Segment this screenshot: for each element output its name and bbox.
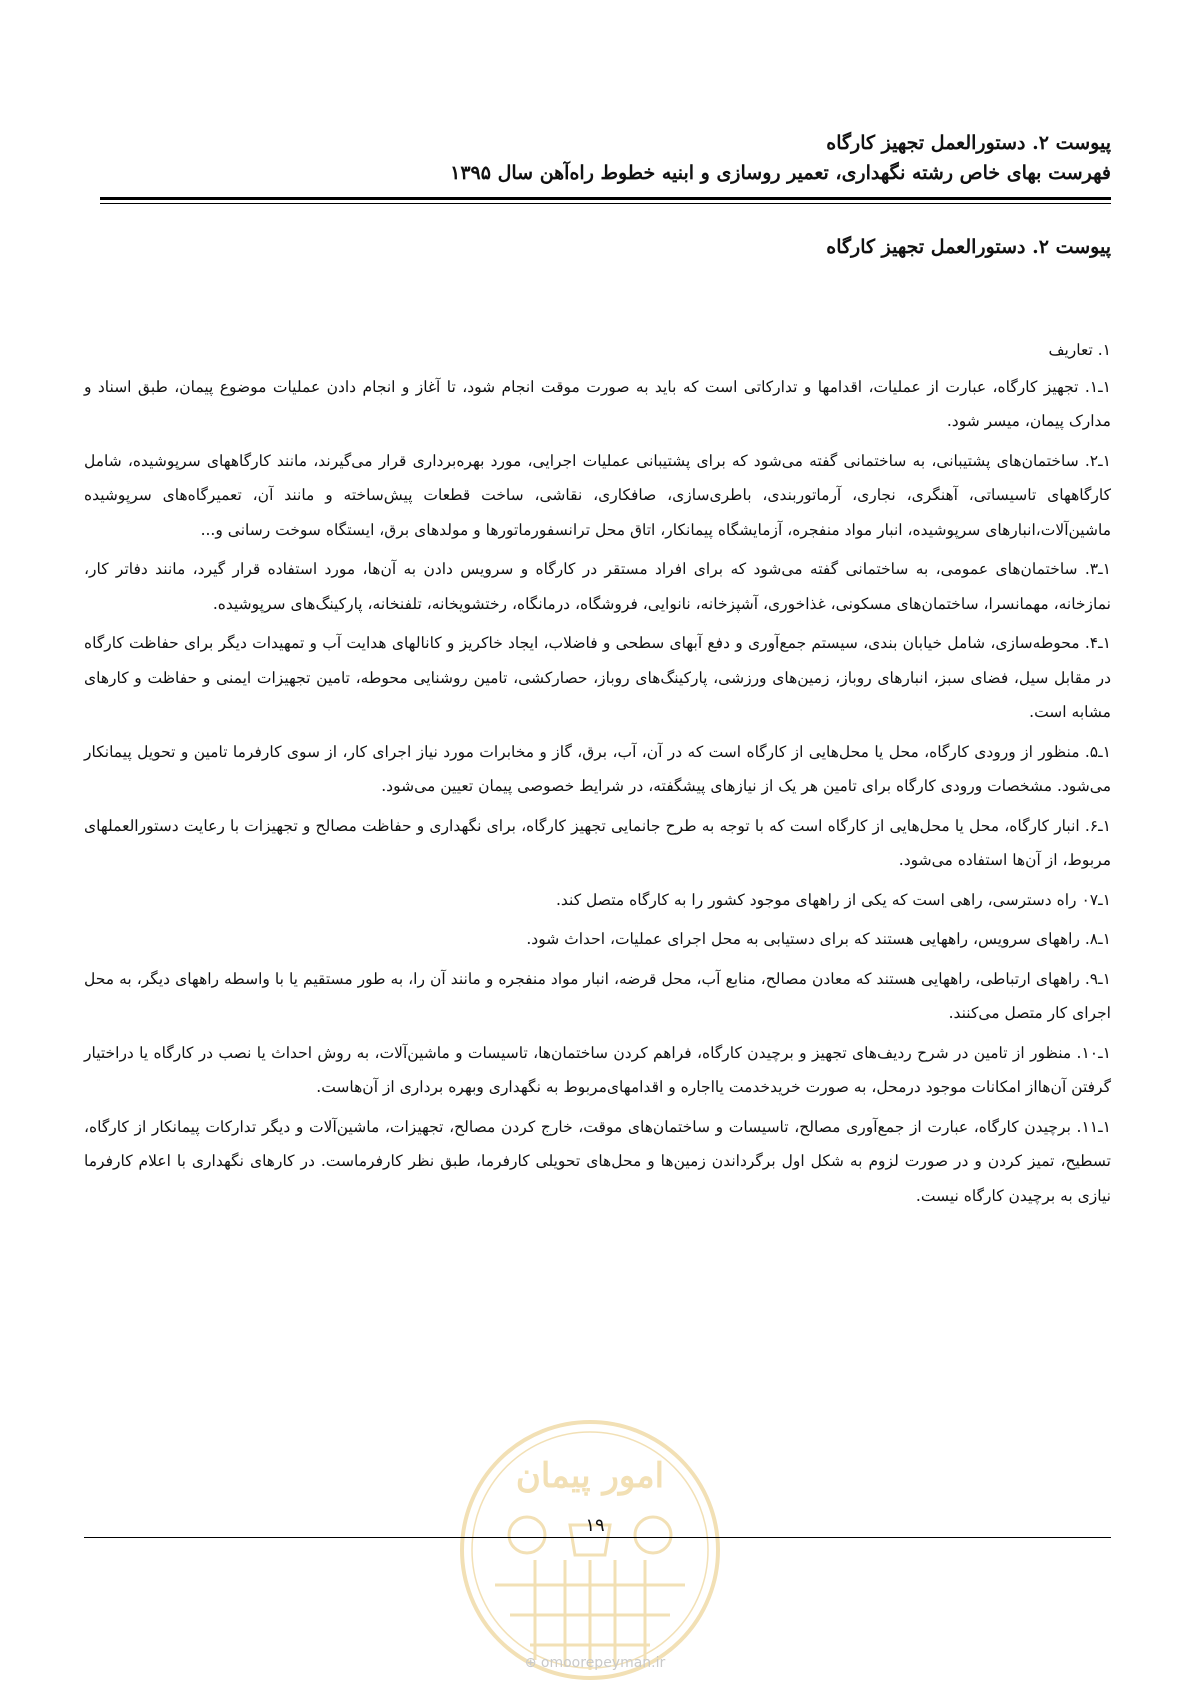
paragraph-1-2: ۱ـ۲. ساختمان‌های پشتیبانی، به ساختمانی گفته می‌شود که برای پشتیبانی عملیات اجرایی، مورد بهره‌برداری قرار می‌گیرند، مانند کارگاههای سرپوشیده، شامل کارگاههای تاسیساتی، آهنگری، نجاری، آرماتوربندی، باطری‌سازی، صافکاری، نقاشی، ساخت قطعات پیش‌ساخته و مانند آن، تعمیرگاه‌های سرپوشیده ماشین‌آلات،انبارهای سرپوشیده، انبار مواد منفجره، آزمایشگاه پیمانکار، اتاق محل ترانسفورماتورها و مولدهای برق، ایستگاه سوخت رسانی و...	[84, 451, 1111, 539]
paragraph-1-9: ۱ـ۹. راههای ارتباطی، راههایی هستند که معادن مصالح، منابع آب، محل قرضه، انبار مواد منفجره و مانند آن را، به طور مستقیم یا با واسطه راههای دیگر، به محل اجرای کار متصل می‌کنند.	[84, 969, 1111, 1022]
watermark-site-text: omoorepeyman.ir	[540, 1655, 666, 1671]
header-subtitle: فهرست بهای خاص رشته نگهداری، تعمیر روسازی و ابنیه خطوط راه‌آهن سال ۱۳۹۵	[450, 162, 1111, 184]
heading-definitions: ۱. تعاریف	[1048, 341, 1111, 359]
body-text	[84, 333, 1111, 1218]
header-title: پیوست ۲. دستورالعمل تجهیز کارگاه	[826, 132, 1111, 154]
paragraph-1-4: ۱ـ۴. محوطه‌سازی، شامل خیابان بندی، سیستم جمع‌آوری و دفع آبهای سطحی و فاضلاب، ایجاد خاکریز و کانالهای هدایت آب و تمهیدات دیگر برای حفاظت کارگاه در مقابل سیل، فضای سبز، انبارهای روباز، زمین‌های ورزشی، پارکینگ‌های روباز، حصارکشی، تامین روشنایی محوطه، تامین تجهیزات ایمنی و حفاظت و کارهای مشابه است.	[84, 634, 1111, 721]
paragraph-1-1: ۱ـ۱. تجهیز کارگاه، عبارت از عملیات، اقدامها و تدارکاتی است که باید به صورت موقت انجام شود، تا آغاز و انجام دادن عملیات موضوع پیمان، طبق اسناد و مدارک پیمان، میسر شود.	[84, 377, 1111, 430]
page-header	[100, 128, 1111, 188]
paragraph-1-6: ۱ـ۶. انبار کارگاه، محل یا محل‌هایی از کارگاه است که با توجه به طرح جانمایی تجهیز کارگاه، برای نگهداری و حفاظت مصالح و تجهیزات با رعایت دستورالعملهای مربوط، از آن‌ها استفاده می‌شود.	[84, 816, 1111, 869]
watermark-logo	[455, 1415, 725, 1685]
paragraph-1-10: ۱ـ۱۰. منظور از تامین در شرح ردیف‌های تجهیز و برچیدن کارگاه، فراهم کردن ساختمان‌ها، تاسیسات و ماشین‌آلات، به روش احداث یا نصب در کارگاه یا دراختیار گرفتن آن‌هااز امکانات موجود درمحل، به صورت خریدخدمت یااجاره و اقدامهای‌مربوط به نگهداری وبهره برداری از آن‌هاست.	[84, 1043, 1111, 1096]
watermark-site-caption	[495, 1655, 695, 1671]
paragraph-1-7: ۱ـ۰۷ راه دسترسی، راهی است که یکی از راههای موجود کشور را به کارگاه متصل کند.	[555, 890, 1111, 909]
section-title: پیوست ۲. دستورالعمل تجهیز کارگاه	[826, 236, 1111, 258]
paragraph-1-5: ۱ـ۵. منظور از ورودی کارگاه، محل یا محل‌هایی از کارگاه است که در آن، آب، برق، گاز و مخابرات مورد نیاز اجرای کار، از سوی کارفرما تامین و تحویل پیمانکار می‌شود. مشخصات ورودی کارگاه برای تامین هر یک از نیازهای پیشگفته، در شرایط خصوصی پیمان تعیین می‌شود.	[84, 742, 1111, 795]
paragraph-1-3: ۱ـ۳. ساختمان‌های عمومی، به ساختمانی گفته می‌شود که برای افراد مستقر در کارگاه و سرویس دادن به آن‌ها، مورد استفاده قرار گیرد، مانند دفاتر کار، نمازخانه، مهمانسرا، ساختمان‌های مسکونی، غذاخوری، آشپزخانه، نانوایی، فروشگاه، درمانگاه، رختشویخانه، تلفنخانه، پارکینگ‌های سرپوشیده.	[84, 560, 1111, 613]
header-divider-thin	[100, 203, 1111, 204]
page-number: ۱۹	[585, 1515, 605, 1536]
paragraph-1-8: ۱ـ۸. راههای سرویس، راههایی هستند که برای دستیابی به محل اجرای عملیات، احداث شود.	[526, 930, 1111, 948]
paragraph-1-11: ۱ـ۱۱. برچیدن کارگاه، عبارت از جمع‌آوری مصالح، تاسیسات و ساختمان‌های موقت، خارج کردن مصالح، تجهیزات، ماشین‌آلات و دیگر تدارکات پیمانکار از کارگاه، تسطیح، تمیز کردن و در صورت لزوم به شکل اول برگرداندن زمین‌ها و محل‌های تحویلی کارفرما، طبق نظر کارفرماست. در کارهای نگهداری با اعلام کارفرما نیازی به برچیدن کارگاه نیست.	[84, 1117, 1111, 1205]
watermark-title: امور پیمان	[515, 1456, 665, 1496]
globe-icon: ⊕	[524, 1655, 537, 1671]
header-divider-thick	[100, 197, 1111, 200]
